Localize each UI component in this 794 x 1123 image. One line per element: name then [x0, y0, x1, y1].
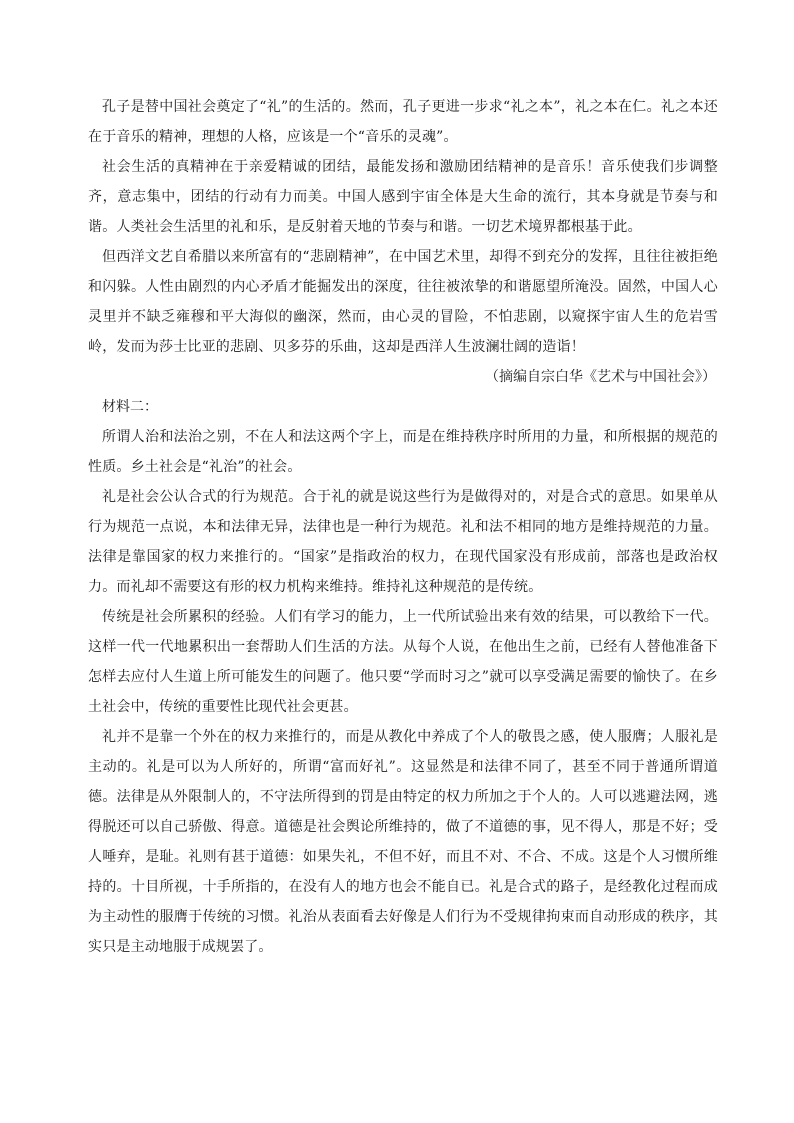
material-one-paragraph-1: 孔子是替中国社会奠定了“礼”的生活的。然而，孔子更进一步求“礼之本”，礼之本在仁。礼之本还在于音乐的精神，理想的人格，应该是一个“音乐的灵魂”。 [88, 99, 718, 145]
material-two-paragraph-4: 礼并不是靠一个外在的权力来推行的，而是从教化中养成了个人的敬畏之感，使人服膺；人服礼是主动的。礼是可以为人所好的，所谓“富而好礼”。这显然是和法律不同了，甚至不同于普通所谓道德。法律是从外限制人的，不守法所得到的罚是由特定的权力所加之于个人的。人可以逃避法网，逃得脱还可以自己骄傲、得意。道德是社会舆论所维持的，做了不道德的事，见不得人，那是不好；受人唾弃，是耻。礼则有甚于道德：如果失礼，不但不好，而且不对、不合、不成。这是个人习惯所维持的。十目所视，十手所指的，在没有人的地方也会不能自已。礼是合式的路子，是经教化过程而成为主动性的服膺于传统的习惯。礼治从表面看去好像是人们行为不受规律拘束而自动形成的秩序，其实只是主动地服于成规罢了。 [88, 729, 718, 955]
material-two-paragraph-2: 礼是社会公认合式的行为规范。合于礼的就是说这些行为是做得对的，对是合式的意思。如果单从行为规范一点说，本和法律无异，法律也是一种行为规范。礼和法不相同的地方是维持规范的力量。法律是靠国家的权力来推行的。“国家”是指政治的权力，在现代国家没有形成前，部落也是政治权力。而礼却不需要这有形的权力机构来维持。维持礼这种规范的是传统。 [88, 489, 718, 595]
material-two-paragraph-3: 传统是社会所累积的经验。人们有学习的能力，上一代所试验出来有效的结果，可以教给下一代。这样一代一代地累积出一套帮助人们生活的方法。从每个人说，在他出生之前，已经有人替他准备下怎样去应付人生道上所可能发生的问题了。他只要“学而时习之”就可以享受满足需要的愉快了。在乡土社会中，传统的重要性比现代社会更甚。 [88, 609, 718, 715]
document-page [88, 92, 718, 962]
material-one-paragraph-3: 但西洋文艺自希腊以来所富有的“悲剧精神”，在中国艺术里，却得不到充分的发挥，且往往被拒绝和闪躲。人性由剧烈的内心矛盾才能掘发出的深度，往往被浓挚的和谐愿望所淹没。固然，中国人心灵里并不缺乏雍穆和平大海似的幽深，然而，由心灵的冒险，不怕悲剧，以窥探宇宙人生的危岩雪岭，发而为莎士比亚的悲剧、贝多芬的乐曲，这却是西洋人生波澜壮阔的造诣！ [88, 249, 718, 355]
material-two-paragraph-1: 所谓人治和法治之别，不在人和法这两个字上，而是在维持秩序时所用的力量，和所根据的规范的性质。乡土社会是“礼治”的社会。 [88, 429, 718, 475]
material-one-paragraph-2: 社会生活的真精神在于亲爱精诚的团结，最能发扬和激励团结精神的是音乐！音乐使我们步调整齐，意志集中，团结的行动有力而美。中国人感到宇宙全体是大生命的流行，其本身就是节奏与和谐。人类社会生活里的礼和乐，是反射着天地的节奏与和谐。一切艺术境界都根基于此。 [88, 159, 718, 235]
material-two-section [88, 392, 718, 962]
material-two-heading: 材料二： [102, 399, 158, 415]
material-one-section [88, 92, 718, 392]
material-one-source: （摘编自宗白华《艺术与中国社会》） [485, 369, 716, 385]
